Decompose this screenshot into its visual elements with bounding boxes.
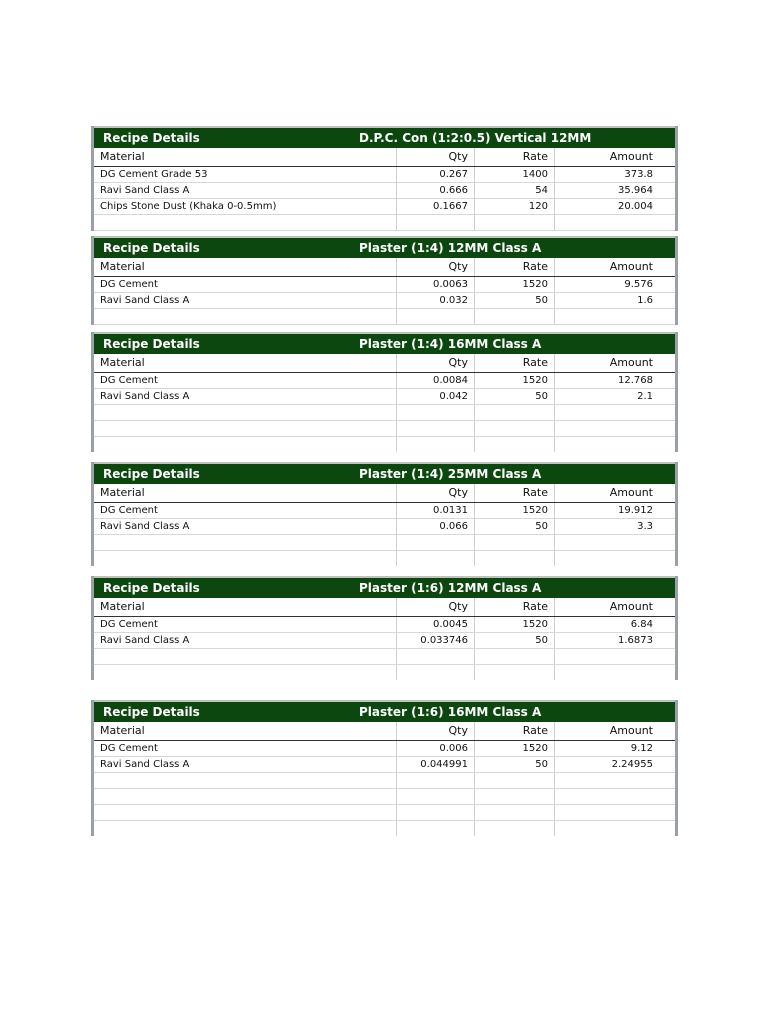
cell-qty: 0.042 (397, 389, 475, 404)
table-row (94, 167, 675, 183)
table-header (94, 148, 675, 167)
col-qty: Qty (397, 598, 475, 616)
cell-material: Ravi Sand Class A (94, 389, 397, 404)
recipe-table (94, 148, 675, 231)
cell-amount: 20.004 (618, 201, 653, 212)
col-qty: Qty (397, 354, 475, 372)
cell-qty: 0.666 (397, 183, 475, 198)
cell-qty: 0.032 (397, 293, 475, 308)
recipe-title: Plaster (1:6) 12MM Class A (359, 581, 542, 595)
col-material: Material (94, 598, 397, 616)
col-material: Material (94, 484, 397, 502)
recipe-title: D.P.C. Con (1:2:0.5) Vertical 12MM (359, 131, 592, 145)
cell-qty: 0.267 (397, 167, 475, 182)
cell-qty: 0.1667 (397, 199, 475, 214)
empty-row (94, 551, 675, 566)
cell-qty: 0.0084 (397, 373, 475, 388)
recipe-block-3 (91, 332, 678, 452)
cell-rate: 50 (475, 757, 555, 772)
cell-material: DG Cement (94, 277, 397, 292)
recipe-header-bar (94, 700, 675, 722)
table-row (94, 519, 675, 535)
cell-material: Ravi Sand Class A (94, 293, 397, 308)
cell-rate: 54 (475, 183, 555, 198)
recipe-header-bar (94, 462, 675, 484)
cell-rate: 1520 (475, 741, 555, 756)
recipe-header-bar (94, 126, 675, 148)
table-row (94, 503, 675, 519)
cell-material: DG Cement (94, 741, 397, 756)
recipe-details-label: Recipe Details (103, 581, 200, 595)
empty-row (94, 215, 675, 231)
cell-material: DG Cement (94, 373, 397, 388)
cell-amount: 9.576 (624, 279, 653, 290)
col-qty: Qty (397, 148, 475, 166)
cell-rate: 1400 (475, 167, 555, 182)
recipe-details-label: Recipe Details (103, 337, 200, 351)
table-header (94, 722, 675, 741)
recipe-title: Plaster (1:4) 12MM Class A (359, 241, 542, 255)
recipe-table (94, 598, 675, 680)
cell-rate: 120 (475, 199, 555, 214)
cell-qty: 0.0045 (397, 617, 475, 632)
col-material: Material (94, 258, 397, 276)
cell-qty: 0.006 (397, 741, 475, 756)
cell-amount: 35.964 (618, 185, 653, 196)
empty-row (94, 649, 675, 665)
cell-material: Ravi Sand Class A (94, 633, 397, 648)
col-material: Material (94, 148, 397, 166)
cell-rate: 1520 (475, 373, 555, 388)
cell-material: DG Cement (94, 503, 397, 518)
recipe-table (94, 258, 675, 325)
recipe-title: Plaster (1:4) 16MM Class A (359, 337, 542, 351)
empty-row (94, 421, 675, 437)
col-amount: Amount (609, 356, 653, 369)
recipe-header-bar (94, 236, 675, 258)
empty-row (94, 405, 675, 421)
recipe-block-4 (91, 462, 678, 566)
table-header (94, 354, 675, 373)
empty-row (94, 789, 675, 805)
recipe-block-1 (91, 126, 678, 231)
table-row (94, 277, 675, 293)
col-amount: Amount (609, 486, 653, 499)
recipe-details-label: Recipe Details (103, 467, 200, 481)
cell-material: Ravi Sand Class A (94, 183, 397, 198)
col-amount: Amount (609, 724, 653, 737)
cell-amount: 1.6873 (618, 635, 653, 646)
recipe-block-6 (91, 700, 678, 836)
empty-row (94, 535, 675, 551)
cell-rate: 1520 (475, 617, 555, 632)
table-row (94, 757, 675, 773)
cell-rate: 50 (475, 293, 555, 308)
cell-amount: 6.84 (630, 619, 653, 630)
recipe-header-bar (94, 576, 675, 598)
table-header (94, 484, 675, 503)
cell-rate: 50 (475, 389, 555, 404)
recipe-title: Plaster (1:6) 16MM Class A (359, 705, 542, 719)
cell-material: Chips Stone Dust (Khaka 0-0.5mm) (94, 199, 397, 214)
cell-amount: 373.8 (624, 169, 653, 180)
recipe-details-label: Recipe Details (103, 131, 200, 145)
col-amount: Amount (609, 600, 653, 613)
cell-amount: 2.1 (637, 391, 653, 402)
empty-row (94, 805, 675, 821)
cell-amount: 12.768 (618, 375, 653, 386)
cell-qty: 0.066 (397, 519, 475, 534)
col-amount: Amount (609, 150, 653, 163)
col-material: Material (94, 354, 397, 372)
empty-row (94, 437, 675, 452)
col-rate: Rate (475, 598, 555, 616)
cell-qty: 0.0131 (397, 503, 475, 518)
col-rate: Rate (475, 148, 555, 166)
table-row (94, 293, 675, 309)
cell-rate: 50 (475, 633, 555, 648)
table-row (94, 741, 675, 757)
cell-amount: 3.3 (637, 521, 653, 532)
table-row (94, 183, 675, 199)
recipe-title: Plaster (1:4) 25MM Class A (359, 467, 542, 481)
cell-qty: 0.0063 (397, 277, 475, 292)
cell-rate: 1520 (475, 277, 555, 292)
table-row (94, 633, 675, 649)
recipe-block-2 (91, 236, 678, 325)
cell-material: Ravi Sand Class A (94, 757, 397, 772)
cell-amount: 1.6 (637, 295, 653, 306)
table-row (94, 199, 675, 215)
table-header (94, 258, 675, 277)
cell-rate: 1520 (475, 503, 555, 518)
col-rate: Rate (475, 354, 555, 372)
col-qty: Qty (397, 484, 475, 502)
recipe-details-label: Recipe Details (103, 705, 200, 719)
table-row (94, 373, 675, 389)
cell-material: Ravi Sand Class A (94, 519, 397, 534)
col-rate: Rate (475, 722, 555, 740)
table-row (94, 389, 675, 405)
recipe-header-bar (94, 332, 675, 354)
cell-amount: 9.12 (630, 743, 653, 754)
recipe-table (94, 484, 675, 566)
recipe-details-label: Recipe Details (103, 241, 200, 255)
col-material: Material (94, 722, 397, 740)
col-amount: Amount (609, 260, 653, 273)
recipe-block-5 (91, 576, 678, 680)
cell-material: DG Cement Grade 53 (94, 167, 397, 182)
col-qty: Qty (397, 258, 475, 276)
cell-amount: 19.912 (618, 505, 653, 516)
empty-row (94, 309, 675, 325)
recipe-table (94, 354, 675, 452)
cell-amount: 2.24955 (611, 759, 653, 770)
col-qty: Qty (397, 722, 475, 740)
table-header (94, 598, 675, 617)
recipe-table (94, 722, 675, 836)
col-rate: Rate (475, 258, 555, 276)
col-rate: Rate (475, 484, 555, 502)
table-row (94, 617, 675, 633)
cell-material: DG Cement (94, 617, 397, 632)
cell-rate: 50 (475, 519, 555, 534)
empty-row (94, 821, 675, 836)
cell-qty: 0.044991 (397, 757, 475, 772)
cell-qty: 0.033746 (397, 633, 475, 648)
empty-row (94, 773, 675, 789)
empty-row (94, 665, 675, 680)
